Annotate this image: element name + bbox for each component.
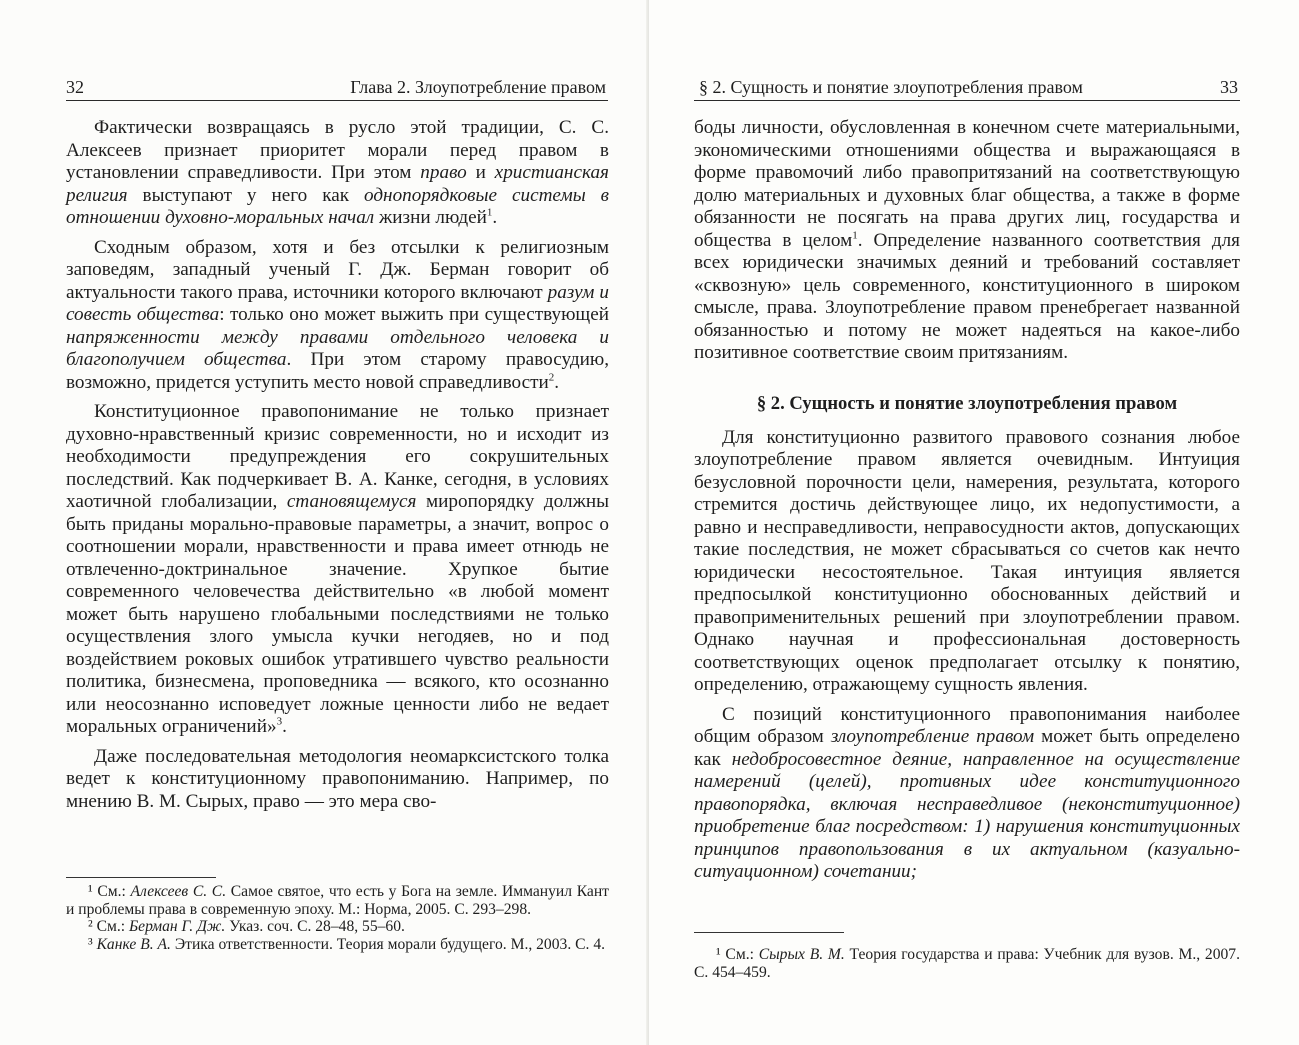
footnote: ² См.: Берман Г. Дж. Указ. соч. С. 28–48, 55–60.: [88, 918, 405, 935]
footnote: ³ Канке В. А. Этика ответственности. Теория морали будущего. М., 2003. С. 4.: [88, 935, 606, 953]
footnote-ref: 1: [486, 206, 493, 219]
paragraph: Даже последовательная методология неомарксистского толка ведет к конституционному правопониманию. Например, по мнению В. М. Сырых, право — это мера сво-: [66, 745, 609, 812]
paragraph: Фактически возвращаясь в русло этой традиции, С. С. Алексеев признает приоритет морали перед правом в установлении справедливости. При этом право и христианская религия выступают у него как однопорядковые системы в отношении духовно-моральных начал жизни людей$^1$.: [66, 117, 609, 228]
footnote-divider: [694, 932, 844, 933]
right-page-header: [694, 74, 1240, 101]
page-number: 33: [1220, 77, 1238, 97]
right-page-body: [694, 117, 1240, 891]
right-page: [649, 0, 1299, 1045]
paragraph: Для конституционно развитого правового сознания любое злоупотребление правом является очевидным. Интуиция безусловной порочности цели, намерения, результата, которого стремится достичь действующее лицо, их недопустимости, а равно и несправедливости, неправосудности актов, допускающих такие последствия, не может сбрасываться со счетов как нечто юридически несостоятельное. Такая интуиция является предпосылкой конституционно обоснованных действий и правоприменительных решений при злоупотреблении правом. Однако научная и профессиональная достоверность соответствующих оценок предполагает отсылку к понятию, определению, отражающему сущность явления.: [694, 426, 1240, 695]
page-number: 32: [66, 77, 84, 97]
footnote-ref: 1: [852, 229, 858, 242]
footnote: ¹ См.: Алексеев С. С. Самое святое, что есть у Бога на земле. Иммануил Кант и проблемы права в современную эпоху. М.: Норма, 2005. С. 293–298.: [66, 883, 609, 918]
paragraph: Сходным образом, хотя и без отсылки к религиозным заповедям, западный ученый Г. Дж. Берман говорит об актуальности такого права, источники которого включают разум и совесть общества: только оно может выжить при существующей напряженности между правами отдельного человека и благополучием общества. При этом старому правосудию, возможно, придется уступить место новой справедливости$^2$.: [66, 236, 610, 393]
running-title: Глава 2. Злоупотребление правом: [350, 77, 606, 97]
running-title: § 2. Сущность и понятие злоупотребления правом: [699, 77, 1083, 97]
footnote-ref: 2: [548, 371, 555, 384]
paragraph: боды личности, обусловленная в конечном счете материальными, экономическими отношениями общества и выражающаяся в форме правомочий либо правопритязаний на соответствующую долю материальных и духовных благ общества, а также в форме обязанности не посягать на права других лиц, государства и общества в целом$^1$. Определение названного соответствия для всех юридически значимых деяний и требований составляет «сквозную» цель современного, конституционного в широком смысле, права. Злоупотребление правом пренебрегает названной обязанностью и потому не может надеяться на какое-либо позитивное соответствие своим притязаниям.: [694, 117, 1240, 363]
paragraph: Конституционное правопонимание не только признает духовно-нравственный кризис современности, но и исходит из необходимости предупреждения его сокрушительных последствий. Как подчеркивает В. А. Канке, сегодня, в условиях хаотичной глобализации, становящемуся миропорядку должны быть приданы морально-правовые параметры, а значит, вопрос о соотношении морали, нравственности и права имеет отнюдь не отвлеченно-доктринальное значение. Хрупкое бытие современного человечества действительно «в любой момент может быть нарушено глобальными последствиями не только осуществления злого умысла кучки негодяев, но и под воздействием роковых ошибок утратившего чувство реальности политика, бизнесмена, проповедника — всякого, кто осознанно или неосознанно исповедует ложные ценности либо не ведает моральных ограничений»$^3$.: [66, 401, 609, 737]
left-footnotes: [66, 883, 609, 953]
left-page: [0, 0, 649, 1045]
footnote-ref: 3: [276, 715, 283, 728]
footnote-divider: [66, 877, 216, 878]
section-heading: § 2. Сущность и понятие злоупотребления правом: [756, 392, 1178, 414]
paragraph: С позиций конституционного правопонимания наиболее общим образом злоупотребление правом может быть определено как недобросовестное деяние, направленное на осуществление намерений (целей), противных идее конституционного правопорядка, включая несправедливое (неконституционное) приобретение благ посредством: 1) нарушения конституционных принципов правопользования в их актуальном (казуально-ситуационном) сочетании;: [694, 703, 1240, 882]
left-page-body: [66, 117, 609, 820]
footnote: ¹ См.: Сырых В. М. Теория государства и права: Учебник для вузов. М., 2007. С. 454–459.: [694, 946, 1240, 981]
left-page-header: [66, 74, 608, 101]
right-footnotes: [694, 946, 1240, 981]
